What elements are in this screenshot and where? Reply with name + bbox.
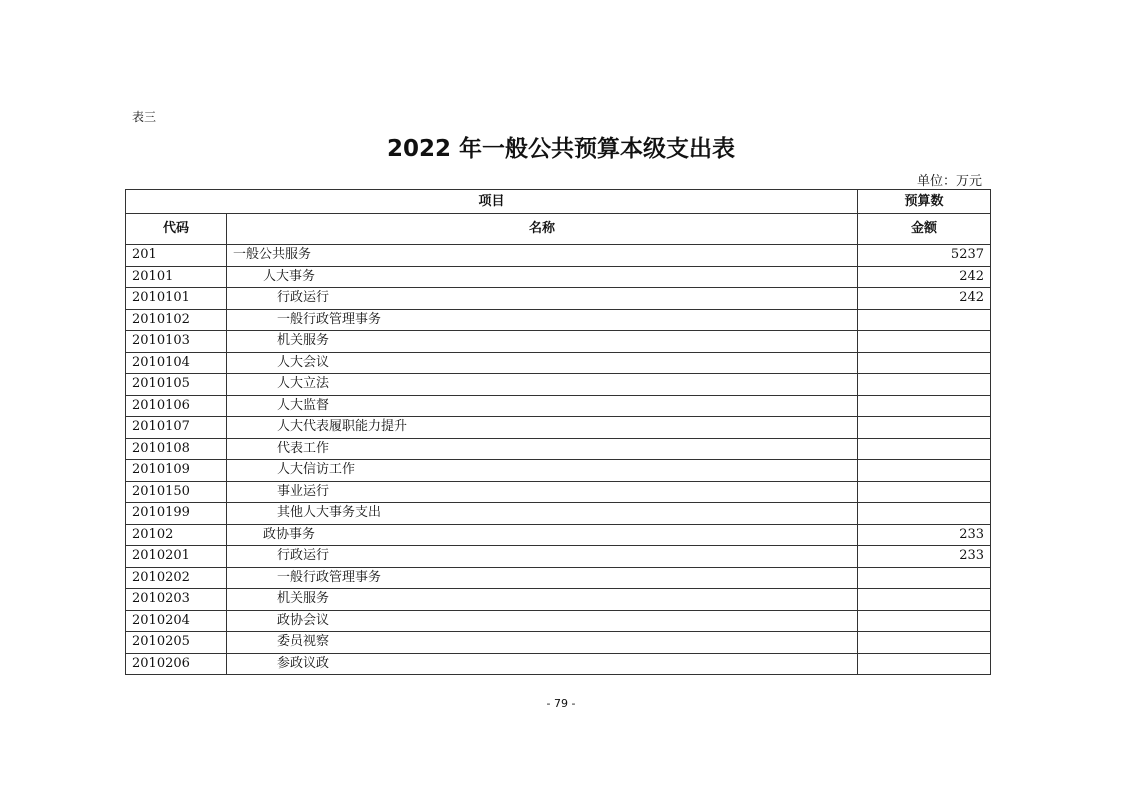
table-row: [126, 610, 991, 632]
row-amount: 242: [858, 288, 991, 310]
row-name: 政协会议: [227, 610, 858, 632]
row-code: 2010108: [126, 438, 227, 460]
row-name: 人大事务: [227, 266, 858, 288]
row-name: 人大信访工作: [227, 460, 858, 482]
row-amount: [858, 589, 991, 611]
table-row: [126, 266, 991, 288]
row-amount: [858, 481, 991, 503]
row-code: 2010199: [126, 503, 227, 525]
row-code: 2010150: [126, 481, 227, 503]
row-code: 20101: [126, 266, 227, 288]
table-row: [126, 417, 991, 439]
row-amount: [858, 395, 991, 417]
row-code: 2010107: [126, 417, 227, 439]
table-row: [126, 503, 991, 525]
row-amount: 242: [858, 266, 991, 288]
row-name: 其他人大事务支出: [227, 503, 858, 525]
row-code: 2010206: [126, 653, 227, 675]
page-number: - 79 -: [546, 697, 576, 710]
row-code: 201: [126, 245, 227, 267]
row-name: 一般行政管理事务: [227, 309, 858, 331]
row-code: 2010205: [126, 632, 227, 654]
row-amount: [858, 503, 991, 525]
header-name: 名称: [227, 214, 858, 245]
row-amount: 233: [858, 524, 991, 546]
table-body: [126, 245, 991, 675]
header-project: 项目: [126, 190, 858, 214]
row-code: 2010104: [126, 352, 227, 374]
header-amount: 金额: [858, 214, 991, 245]
table-row: [126, 309, 991, 331]
row-name: 事业运行: [227, 481, 858, 503]
row-name: 机关服务: [227, 589, 858, 611]
header-row-1: [126, 190, 991, 214]
row-amount: 5237: [858, 245, 991, 267]
row-code: 2010102: [126, 309, 227, 331]
row-name: 一般公共服务: [227, 245, 858, 267]
row-amount: [858, 331, 991, 353]
row-amount: [858, 632, 991, 654]
table-row: [126, 632, 991, 654]
header-code: 代码: [126, 214, 227, 245]
row-code: 2010109: [126, 460, 227, 482]
row-name: 委员视察: [227, 632, 858, 654]
row-code: 2010103: [126, 331, 227, 353]
row-code: 2010202: [126, 567, 227, 589]
row-code: 2010204: [126, 610, 227, 632]
row-name: 参政议政: [227, 653, 858, 675]
row-amount: [858, 610, 991, 632]
page-title: 2022 年一般公共预算本级支出表: [386, 136, 736, 162]
budget-table: [125, 189, 991, 675]
header-row-2: [126, 214, 991, 245]
row-amount: [858, 460, 991, 482]
table-row: [126, 546, 991, 568]
row-name: 行政运行: [227, 288, 858, 310]
row-amount: [858, 374, 991, 396]
row-code: 2010106: [126, 395, 227, 417]
row-amount: [858, 438, 991, 460]
row-amount: [858, 653, 991, 675]
table-row: [126, 245, 991, 267]
table-row: [126, 374, 991, 396]
table-row: [126, 481, 991, 503]
row-amount: [858, 567, 991, 589]
table-row: [126, 288, 991, 310]
row-name: 人大立法: [227, 374, 858, 396]
table-row: [126, 589, 991, 611]
row-name: 代表工作: [227, 438, 858, 460]
row-code: 2010101: [126, 288, 227, 310]
row-name: 政协事务: [227, 524, 858, 546]
row-name: 机关服务: [227, 331, 858, 353]
row-name: 行政运行: [227, 546, 858, 568]
row-name: 人大会议: [227, 352, 858, 374]
table-label: 表三: [132, 110, 157, 124]
table-row: [126, 524, 991, 546]
table-row: [126, 331, 991, 353]
header-budget: 预算数: [858, 190, 991, 214]
table-row: [126, 395, 991, 417]
table-row: [126, 438, 991, 460]
row-amount: [858, 352, 991, 374]
table-row: [126, 653, 991, 675]
row-code: 20102: [126, 524, 227, 546]
row-code: 2010203: [126, 589, 227, 611]
row-name: 人大监督: [227, 395, 858, 417]
table-row: [126, 460, 991, 482]
table-row: [126, 567, 991, 589]
row-amount: 233: [858, 546, 991, 568]
row-amount: [858, 309, 991, 331]
row-amount: [858, 417, 991, 439]
row-code: 2010201: [126, 546, 227, 568]
row-name: 一般行政管理事务: [227, 567, 858, 589]
row-code: 2010105: [126, 374, 227, 396]
table-row: [126, 352, 991, 374]
unit-label: 单位：万元: [916, 174, 982, 189]
row-name: 人大代表履职能力提升: [227, 417, 858, 439]
